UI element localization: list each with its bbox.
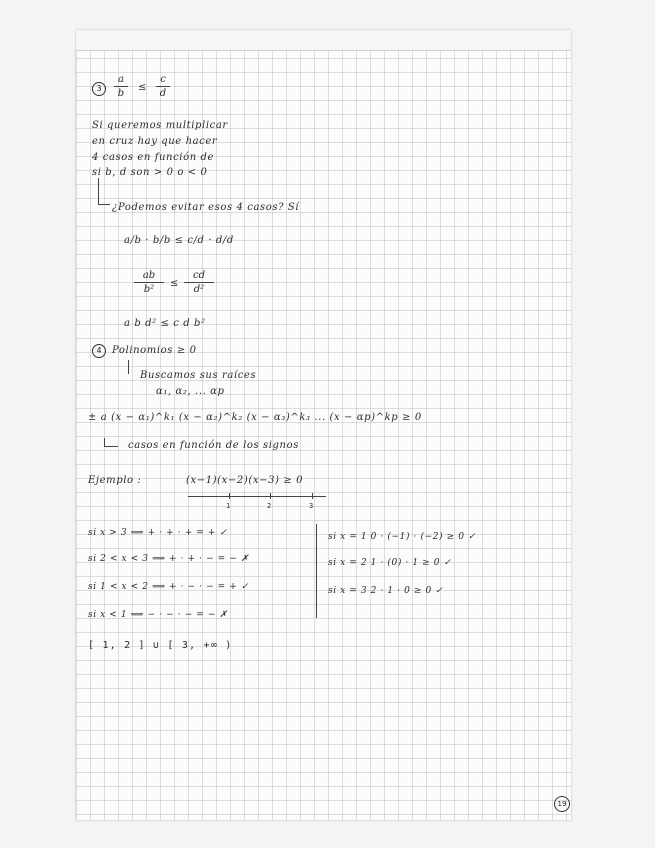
problem-4-title: Polinomios ≥ 0 [112, 345, 197, 356]
case-right-3: si x = 3 2 · 1 · 0 ≥ 0 ✓ [328, 586, 444, 596]
arrow-stem [98, 178, 99, 204]
note-line-3: 4 casos en función de [92, 152, 215, 163]
arrow-head [98, 204, 110, 205]
roots-list: α₁, α₂, ... αp [156, 386, 225, 397]
cases-arrow-head [104, 446, 118, 447]
note-line-4: si b, d son > 0 o < 0 [92, 167, 208, 178]
problem-4-number: 4 [92, 344, 106, 358]
example-label: Ejemplo : [88, 475, 142, 486]
case-right-1: si x = 1 0 · (−1) · (−2) ≥ 0 ✓ [328, 532, 477, 542]
example-inequality: (x−1)(x−2)(x−3) ≥ 0 [186, 475, 304, 486]
cases-note: casos en función de los signos [128, 440, 299, 451]
step-2-relation: ≤ [170, 278, 179, 289]
tick-2 [270, 493, 271, 499]
fraction-c-over-d: c d [156, 74, 170, 99]
case-left-2: si 2 < x < 3 ⟹ + · + · − = − ✗ [88, 554, 250, 564]
tick-label-2: 2 [267, 502, 273, 510]
solution-set: [ 1, 2 ] ∪ [ 3, +∞ ) [88, 640, 233, 651]
case-left-1: si x > 3 ⟹ + · + · + = + ✓ [88, 528, 228, 538]
fraction-ab-over-b2: ab b² [134, 270, 164, 295]
number-line [188, 496, 326, 497]
note-line-1: Si queremos multiplicar [92, 120, 228, 131]
cases-arrow-stem [104, 438, 106, 446]
relation-leq: ≤ [138, 82, 147, 93]
step-1: a/b · b/b ≤ c/d · d/d [124, 235, 234, 246]
page-header-strip [76, 30, 571, 51]
fraction-cd-over-d2: cd d² [184, 270, 214, 295]
arrow-down-stem [128, 360, 129, 374]
page-number: 19 [554, 796, 570, 812]
roots-label: Buscamos sus raíces [140, 370, 257, 381]
factorization: ± a (x − α₁)^k₁ (x − α₂)^k₂ (x − α₃)^k₃ ... (x − αp)^kp ≥ 0 [88, 412, 422, 423]
note-line-2: en cruz hay que hacer [92, 136, 218, 147]
tick-1 [229, 493, 230, 499]
case-right-2: si x = 2 1 · (0) · 1 ≥ 0 ✓ [328, 558, 452, 568]
fraction-a-over-b: a b [114, 74, 128, 99]
tick-3 [312, 493, 313, 499]
case-left-4: si x < 1 ⟹ − · − · − = − ✗ [88, 610, 228, 620]
step-3: a b d² ≤ c d b² [124, 318, 206, 329]
column-divider [316, 524, 317, 618]
tick-label-1: 1 [226, 502, 232, 510]
tick-label-3: 3 [309, 502, 315, 510]
case-left-3: si 1 < x < 2 ⟹ + · − · − = + ✓ [88, 582, 250, 592]
notebook-page [76, 30, 571, 820]
question-text: ¿Podemos evitar esos 4 casos? Sí [112, 202, 300, 213]
problem-3-number: 3 [92, 82, 106, 96]
